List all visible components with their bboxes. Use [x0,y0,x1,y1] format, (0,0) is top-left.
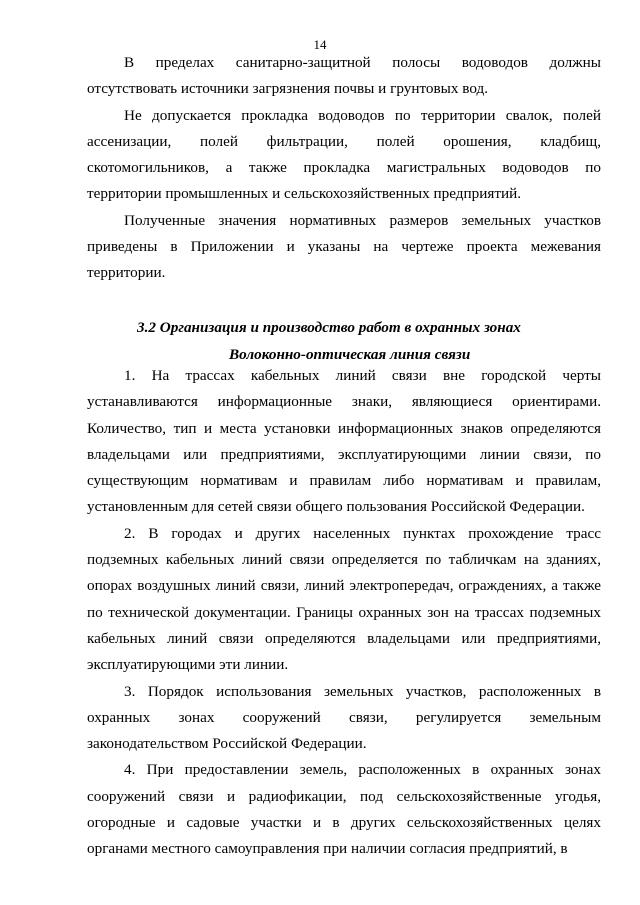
body-text-bottom [87,363,601,863]
page-number: 14 [313,37,327,52]
paragraph-sanitary-zone: В пределах санитарно-защитной полосы водоводов должны отсутствовать источники загрязнения почвы и грунтовых вод. [87,54,601,98]
section-heading: 3.2 Организация и производство работ в охранных зонах [137,319,521,336]
body-text-top [87,50,601,287]
paragraph-item-3: 3. Порядок использования земельных участков, расположенных в охранных зонах сооружений связи, регулируется земельным законодательством Российской Федерации. [87,682,601,753]
paragraph-land-plot-sizes: Полученные значения нормативных размеров земельных участков приведены в Приложении и указаны на чертеже проекта межевания территории. [87,211,601,282]
paragraph-item-1: 1. На трассах кабельных линий связи вне городской черты устанавливаются информационные знаки, являющиеся ориентирами. Количество, тип и места установки информационных знаков определяются владельцами или предприятиями, эксплуатирующими линии связи, по существующим нормативам и правилам либо нормативам и правилам, установленным для сетей связи общего пользования Российской Федерации. [87,367,601,516]
paragraph-pipeline-restrictions: Не допускается прокладка водоводов по территории свалок, полей ассенизации, полей фильтрации, полей орошения, кладбищ, скотомогильников, а также прокладка магистральных водоводов по территории промышленных и сельскохозяйственных предприятий. [87,106,601,203]
section-subheading: Волоконно-оптическая линия связи [229,346,471,363]
paragraph-item-4: 4. При предоставлении земель, расположенных в охранных зонах сооружений связи и радиофикации, под сельскохозяйственные угодья, огородные и садовые участки и в других сельскохозяйственных целях органами местного самоуправления при наличии согласия предприятий, в [87,761,601,858]
paragraph-item-2: 2. В городах и других населенных пунктах прохождение трасс подземных кабельных линий связи определяется по табличкам на зданиях, опорах воздушных линий связи, линий электропередач, ограждениях, а также по технической документации. Границы охранных зон на трассах подземных кабельных линий связи определяются владельцами или предприятиями, эксплуатирующими эти линии. [87,524,601,674]
